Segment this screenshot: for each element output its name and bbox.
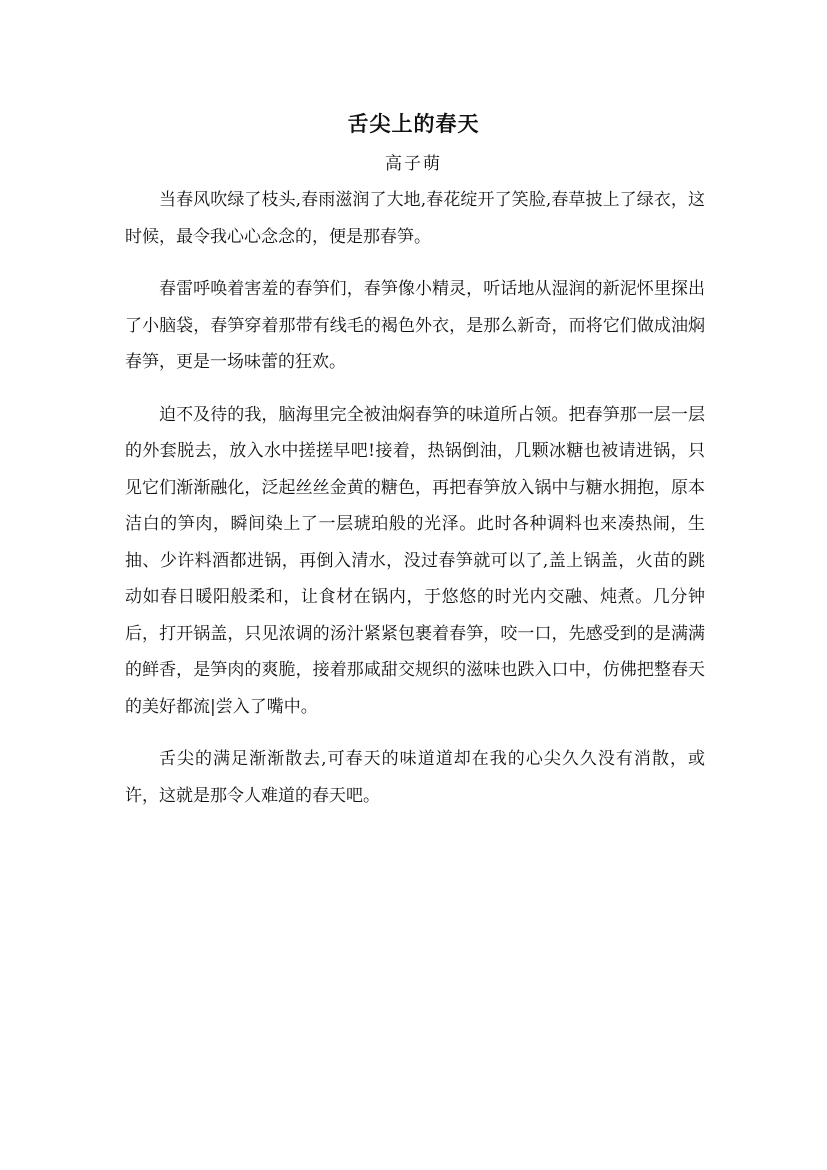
paragraph-1: 当春风吹绿了枝头,春雨滋润了大地,春花绽开了笑脸,春草披上了绿衣，这时候，最令我心心念念的，便是那春笋。 xyxy=(125,190,705,247)
paragraph-3: 迫不及待的我，脑海里完全被油焖春笋的味道所占领。把春笋那一层一层的外套脱去，放入水中搓搓早吧!接着，热锅倒油，几颗冰糖也被请进锅，只见它们渐渐融化，泛起丝丝金黄的糖色，再把春笋放入锅中与糖水拥抱，原本洁白的笋肉，瞬间染上了一层琥珀般的光泽。此时各种调料也来凑热闹，生抽、少许料酒都进锅，再倒入清水，没过春笋就可以了,盖上锅盖，火苗的跳动如春日暖阳般柔和，让食材在锅内，于悠悠的时光内交融、炖煮。几分钟后，打开锅盖，只见浓调的汤汁紧紧包裹着春笋，咬一口，先感受到的是满满的鲜香，是笋肉的爽脆，接着那咸甜交规织的滋味也跌入口中，仿佛把整春天的美好都流|尝入了嘴中。 xyxy=(125,404,705,717)
essay-body xyxy=(125,182,705,830)
author-name: 高子萌 xyxy=(385,154,442,174)
paragraph-2: 春雷呼唤着害羞的春笋们，春笋像小精灵，听话地从湿润的新泥怀里探出了小脑袋，春笋穿着那带有线毛的褐色外衣，是那么新奇，而将它们做成油焖春笋，更是一场味蕾的狂欢。 xyxy=(125,279,705,372)
essay-title: 舌尖上的春天 xyxy=(347,111,480,136)
paragraph-4: 舌尖的满足渐渐散去,可春天的味道道却在我的心尖久久没有消散，或许，这就是那令人难道的春天吧。 xyxy=(125,749,705,806)
